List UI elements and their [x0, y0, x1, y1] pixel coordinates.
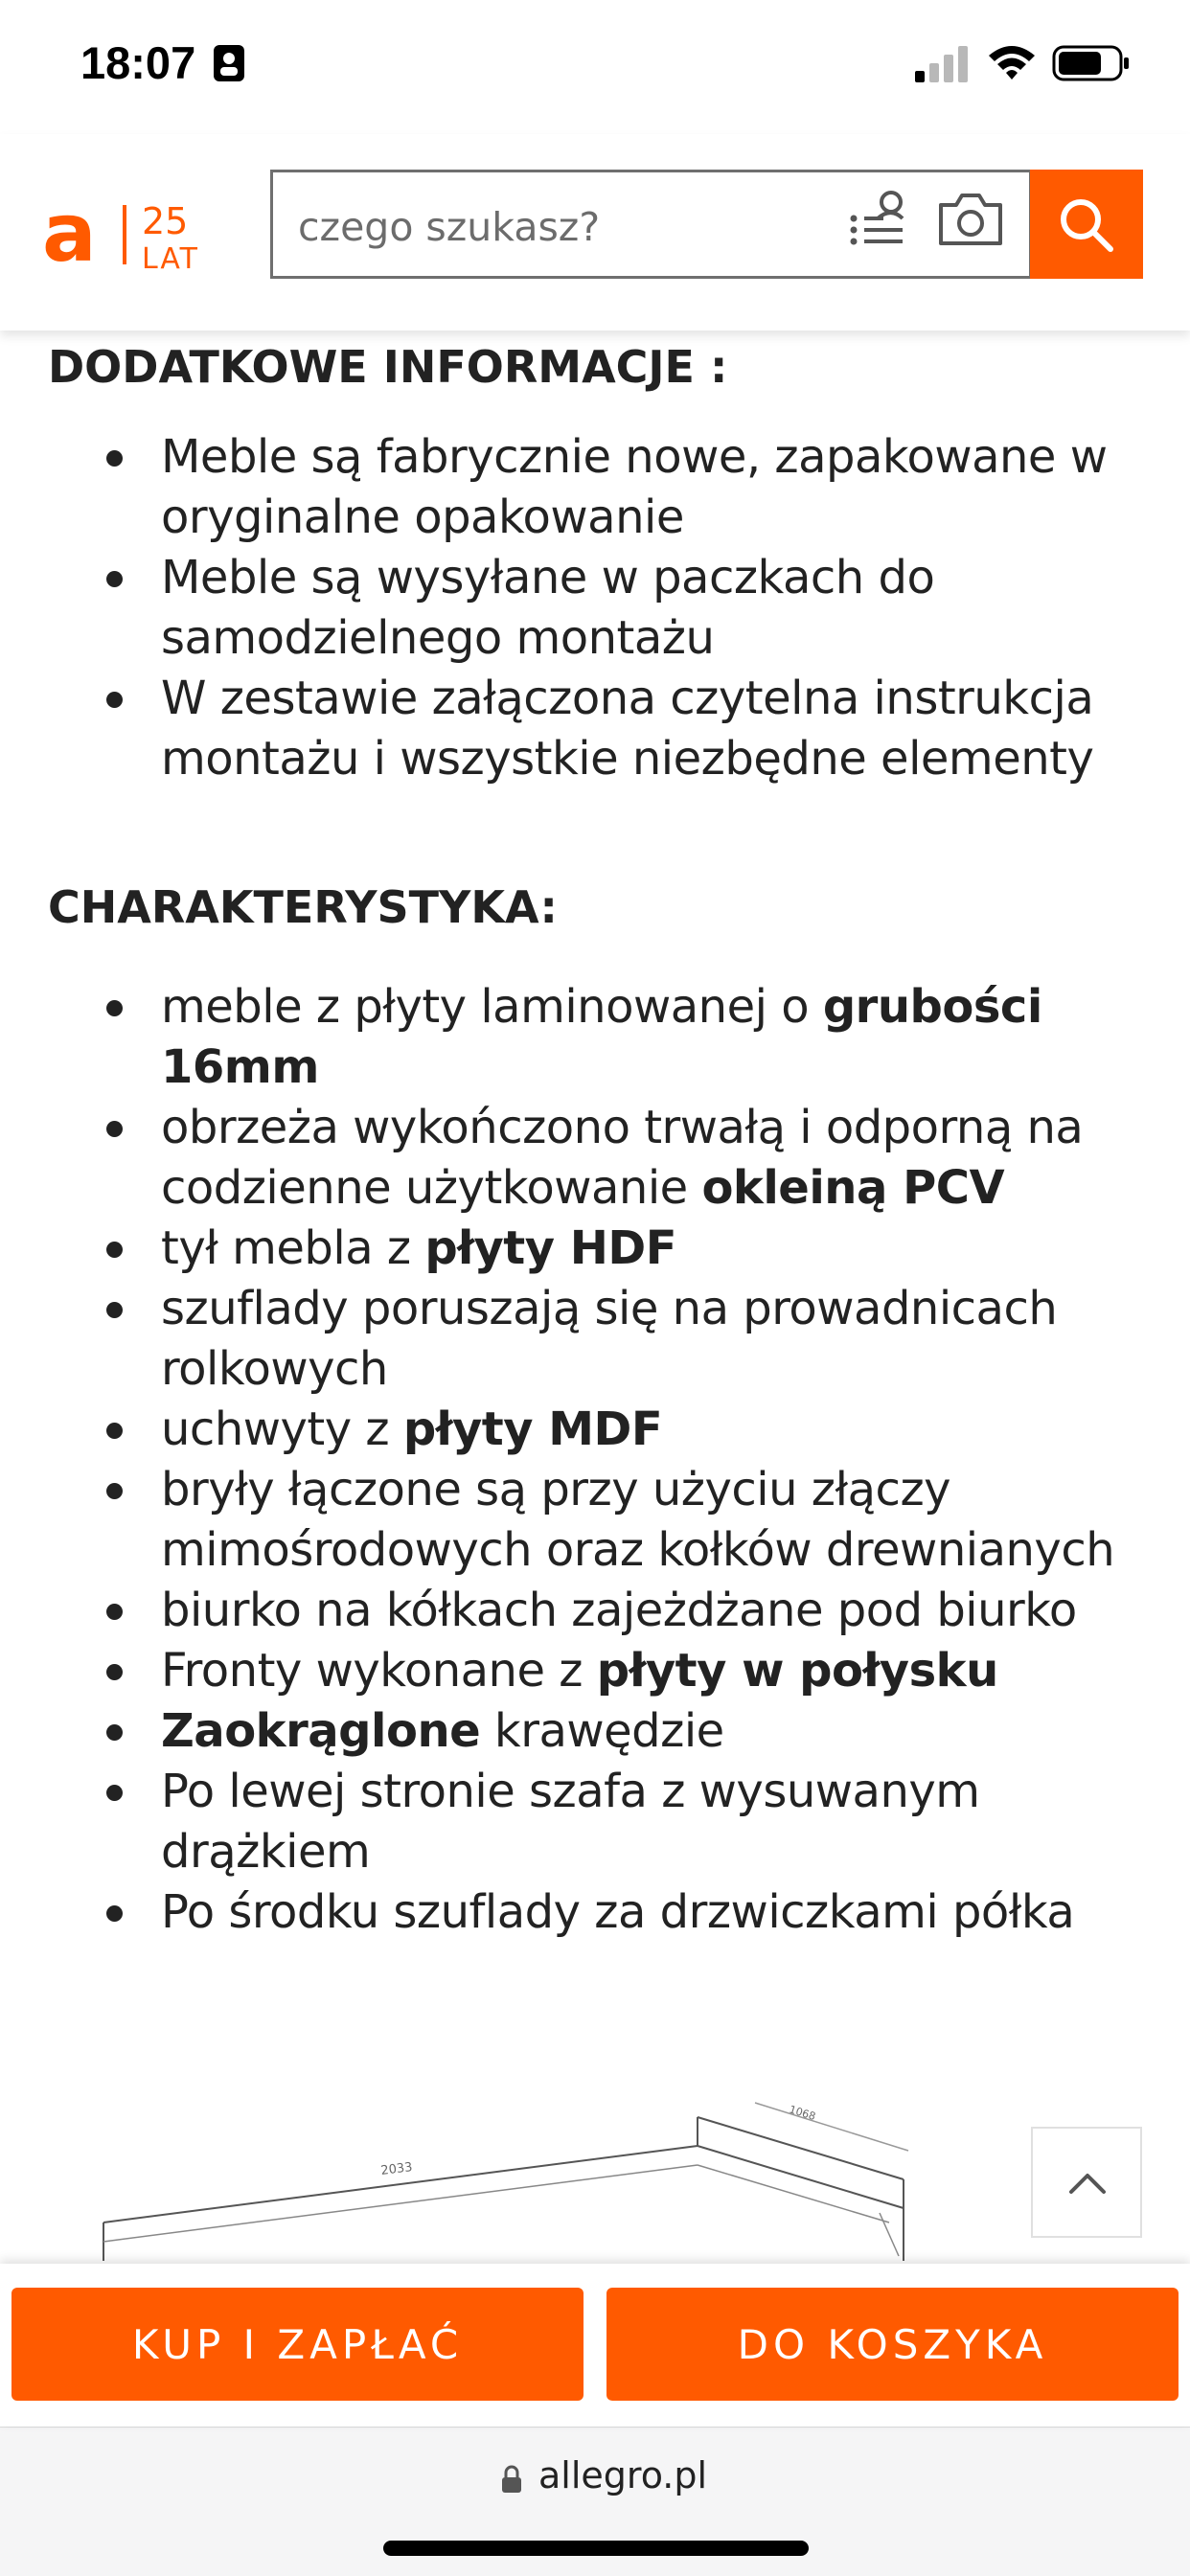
characteristics-heading: CHARAKTERYSTYKA: — [48, 881, 558, 933]
list-item: szuflady poruszają się na prowadnicach rolkowych — [48, 1279, 1150, 1400]
buy-now-button[interactable]: KUP I ZAPŁAĆ — [11, 2288, 584, 2401]
battery-icon — [1052, 44, 1131, 82]
dimension-length: 2033 — [379, 2160, 414, 2178]
list-item: biurko na kółkach zajeżdżane pod biurko — [48, 1581, 1150, 1641]
list-item: obrzeża wykończono trwałą i odporną na codzienne użytkowanie okleiną PCV — [48, 1098, 1150, 1219]
list-item: Fronty wykonane z płyty w połysku — [48, 1641, 1150, 1701]
camera-icon[interactable] — [937, 190, 1004, 247]
furniture-dimension-diagram — [46, 2050, 1143, 2261]
scroll-to-top-button[interactable] — [1031, 2127, 1142, 2238]
filter-search-icon[interactable] — [849, 190, 904, 247]
list-item: W zestawie załączona czytelna instrukcja montażu i wszystkie niezbędne elementy — [48, 669, 1150, 789]
logo-badge-text: LAT — [142, 242, 199, 276]
home-indicator[interactable] — [383, 2541, 809, 2556]
status-bar — [0, 0, 1190, 134]
list-item: uchwyty z płyty MDF — [48, 1400, 1150, 1460]
logo-badge-number: 25 — [142, 200, 189, 242]
status-time: 18:07 — [80, 37, 196, 88]
list-item: bryły łączone są przy użyciu złączy mimośrodowych oraz kołków drewnianych — [48, 1460, 1150, 1581]
app-header — [0, 134, 1190, 331]
cellular-signal-icon — [915, 44, 971, 82]
product-description — [48, 335, 1150, 1943]
list-item: Meble są fabrycznie nowe, zapakowane w oryginalne opakowanie — [48, 427, 1150, 548]
search-input[interactable] — [296, 197, 836, 257]
chevron-up-icon — [1033, 2129, 1144, 2240]
search-icon — [1057, 195, 1116, 255]
allegro-25-logo[interactable] — [42, 192, 217, 278]
url-text[interactable]: allegro.pl — [538, 2454, 708, 2496]
dimension-depth: 1068 — [788, 2103, 817, 2124]
add-to-cart-button[interactable]: DO KOSZYKA — [606, 2288, 1179, 2401]
list-item: Po lewej stronie szafa z wysuwanym drążkiem — [48, 1762, 1150, 1882]
list-item: tył mebla z płyty HDF — [48, 1219, 1150, 1279]
list-item: Zaokrąglone krawędzie — [48, 1701, 1150, 1762]
list-item: meble z płyty laminowanej o grubości 16mm — [48, 977, 1150, 1098]
browser-address-bar[interactable] — [0, 2427, 1190, 2576]
contact-card-icon — [213, 44, 245, 82]
lock-icon — [500, 2464, 523, 2495]
wifi-icon — [987, 42, 1037, 82]
logo-letter: a — [42, 192, 97, 278]
additional-info-list — [48, 427, 1150, 789]
purchase-action-bar — [0, 2264, 1190, 2427]
additional-info-heading: DODATKOWE INFORMACJE : — [48, 341, 728, 393]
list-item: Po środku szuflady za drzwiczkami półka — [48, 1882, 1150, 1943]
search-button[interactable] — [1030, 170, 1143, 279]
search-box — [270, 170, 1032, 279]
list-item: Meble są wysyłane w paczkach do samodzielnego montażu — [48, 548, 1150, 669]
characteristics-list — [48, 977, 1150, 1943]
